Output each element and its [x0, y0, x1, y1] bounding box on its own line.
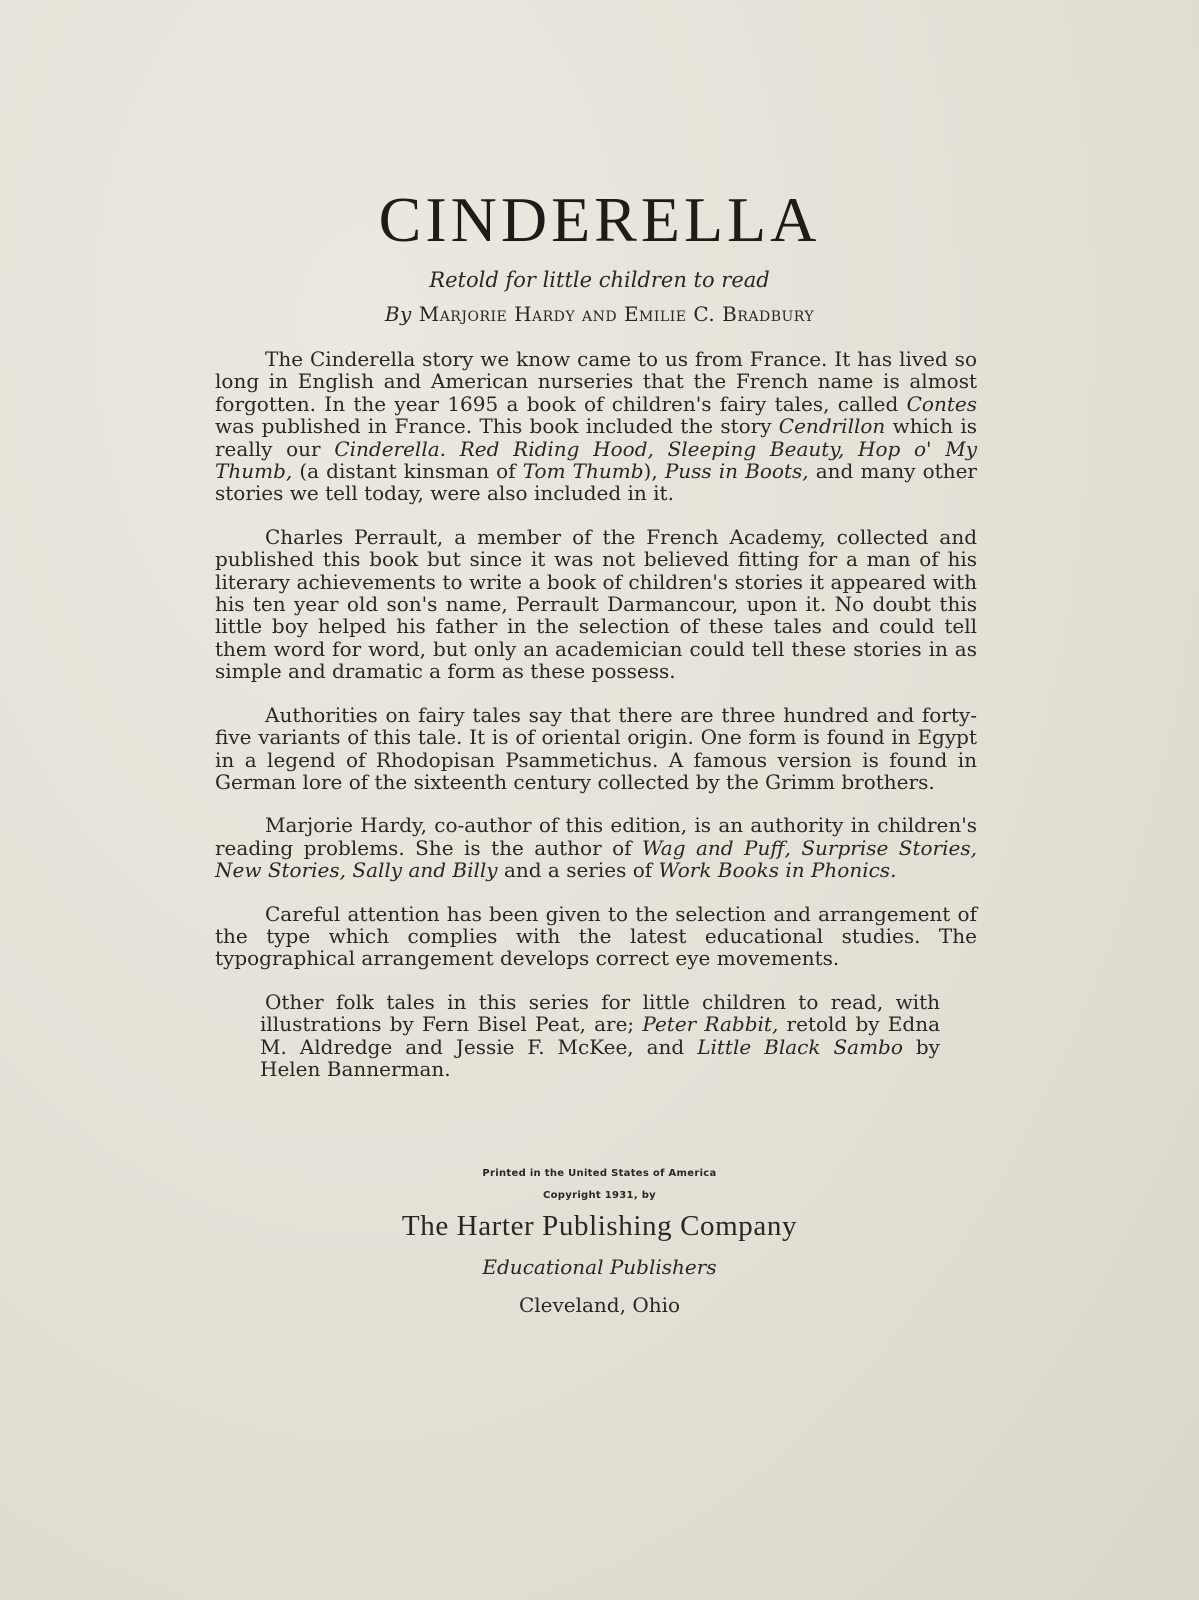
- copyright-line: Copyright 1931, by: [543, 1190, 656, 1201]
- text-run: The Cinderella story we know came to us from France. It has lived so long in English and American nurseries that the French name is almost forgotten. In the year 1695 a book of children's fairy tales, called: [215, 347, 977, 416]
- paragraph: [215, 704, 977, 794]
- colophon: [0, 1168, 1199, 1317]
- italic-title: Cendrillon: [778, 414, 886, 439]
- publisher-tagline: Educational Publishers: [482, 1255, 717, 1279]
- italic-title: Tom Thumb: [522, 459, 644, 484]
- italic-title: Peter Rabbit,: [642, 1012, 779, 1037]
- paragraph: [215, 814, 977, 881]
- text-run: Authorities on fairy tales say that there are three hundred and forty-five variants of this tale. It is of oriental origin. One form is found in Egypt in a legend of Rhodopisan Psammetichus. A famous version is found in German lore of the sixteenth century collected by the Grimm brothers.: [215, 702, 977, 794]
- publisher-city: Cleveland, Ohio: [518, 1293, 681, 1317]
- italic-title: Little Black Sambo: [697, 1034, 903, 1059]
- text-run: Careful attention has been given to the selection and arrangement of the type which complies with the latest educational studies. The typographical arrangement develops correct eye movements.: [215, 901, 977, 971]
- paragraph: [215, 526, 977, 683]
- byline: [0, 302, 1199, 326]
- text-run: Charles Perrault, a member of the French Academy, collected and published this book but since it was not believed fitting for a man of his literary achievements to write a book of children's stories it appeared with his ten year old son's name, Perrault Darmancour, upon it. No doubt this little boy helped his father in the selection of these tales and could tell them word for word, but only an academician could tell these stories in as simple and dramatic a form as these possess.: [215, 524, 977, 684]
- paragraph: [260, 991, 940, 1081]
- printed-line: Printed in the United States of America: [482, 1168, 717, 1179]
- paragraph: [215, 903, 977, 970]
- text-run: retold by Edna M. Aldredge and Jessie F. McKee, and: [260, 1012, 940, 1059]
- text-run: ),: [643, 459, 665, 484]
- italic-title: Wag and Puff, Surprise Stories, New Stories, Sally and Billy: [215, 835, 977, 883]
- italic-title: Puss in Boots,: [664, 459, 809, 484]
- text-run: Other folk tales in this series for little children to read, with illustrations by Fern Bisel Peat, are;: [260, 989, 940, 1037]
- publisher-name: The Harter Publishing Company: [401, 1210, 798, 1242]
- italic-title: Contes: [906, 391, 977, 416]
- byline-authors: Marjorie Hardy and Emilie C. Bradbury: [418, 302, 815, 326]
- text-run: (a distant kinsman of: [292, 459, 523, 484]
- page-title: CINDERELLA: [378, 184, 821, 255]
- italic-title: Work Books in Phonics.: [658, 858, 897, 883]
- text-run: by Helen Bannerman.: [260, 1034, 940, 1081]
- italic-title: Cinderella.: [334, 436, 447, 461]
- italic-title: Red Riding Hood, Sleeping Beauty, Hop o' My Thumb,: [215, 436, 978, 484]
- paragraph: [215, 348, 977, 505]
- text-run: which is really our: [215, 414, 977, 461]
- subtitle: Retold for little children to read: [429, 268, 770, 292]
- text-run: [446, 437, 460, 461]
- byline-by: By: [384, 302, 412, 326]
- text-run: Marjorie Hardy, co-author of this edition, is an authority in children's reading problems. She is the author of: [215, 813, 977, 860]
- text-run: and a series of: [497, 858, 659, 883]
- text-run: and many other stories we tell today, were also included in it.: [215, 459, 977, 506]
- text-run: was published in France. This book included the story: [215, 414, 779, 439]
- body-text: [215, 348, 977, 1101]
